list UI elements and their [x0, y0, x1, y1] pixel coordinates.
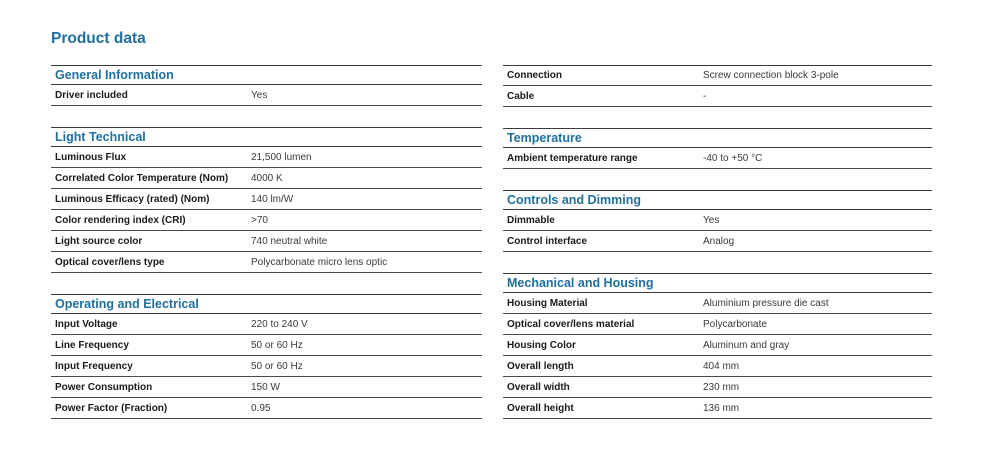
- spec-label: Housing Color: [507, 339, 576, 351]
- section-mechanical-and-housing: [503, 273, 932, 419]
- section-general-information: [51, 65, 482, 106]
- spec-row: [51, 85, 482, 106]
- spec-label: Luminous Efficacy (rated) (Nom): [55, 193, 210, 205]
- spec-row: [51, 314, 482, 335]
- spec-value: -: [703, 90, 707, 102]
- spec-label: Connection: [507, 70, 562, 81]
- spec-value: 230 mm: [703, 381, 740, 393]
- spec-value: -40 to +50 °C: [703, 152, 763, 164]
- spec-label: Power Factor (Fraction): [55, 402, 168, 414]
- spec-row: [51, 189, 482, 210]
- spec-label: Correlated Color Temperature (Nom): [55, 172, 229, 184]
- spec-label: Optical cover/lens material: [507, 318, 635, 330]
- spec-value: 50 or 60 Hz: [251, 360, 303, 372]
- section-continued: [503, 65, 932, 107]
- spec-row: [51, 356, 482, 377]
- spec-label: Light source color: [55, 235, 143, 247]
- section-heading: Controls and Dimming: [503, 190, 932, 210]
- section-heading: General Information: [51, 65, 482, 85]
- section-gap: [51, 106, 482, 127]
- spec-row: [503, 148, 932, 169]
- spec-row: [503, 398, 932, 419]
- section-light-technical: [51, 127, 482, 273]
- spec-row: [51, 252, 482, 273]
- spec-value: Analog: [703, 235, 735, 247]
- spec-row: [503, 314, 932, 335]
- spec-label: Cable: [507, 90, 535, 102]
- section-heading: Mechanical and Housing: [503, 273, 932, 293]
- section-heading: Light Technical: [51, 127, 482, 147]
- spec-value: 150 W: [251, 381, 280, 393]
- spec-row: [51, 377, 482, 398]
- spec-value: 220 to 240 V: [251, 318, 308, 330]
- spec-label: Power Consumption: [55, 381, 153, 393]
- spec-label: Control interface: [507, 235, 588, 247]
- spec-value: 4000 K: [251, 172, 283, 184]
- section-gap: [51, 273, 482, 294]
- section-heading: Temperature: [503, 128, 932, 148]
- page-title: Product data: [51, 30, 146, 47]
- spec-row: [51, 231, 482, 252]
- spec-row: [51, 210, 482, 231]
- spec-label: Input Voltage: [55, 318, 118, 330]
- spec-row: [503, 65, 932, 86]
- spec-value: Aluminum and gray: [703, 339, 790, 351]
- spec-label: Overall height: [507, 402, 574, 414]
- spec-value: 50 or 60 Hz: [251, 339, 303, 351]
- spec-value: Aluminium pressure die cast: [703, 297, 829, 309]
- spec-label: Driver included: [55, 89, 128, 101]
- section-controls-and-dimming: [503, 190, 932, 252]
- spec-row: [51, 335, 482, 356]
- spec-label: Line Frequency: [55, 339, 129, 351]
- spec-row: [503, 377, 932, 398]
- left-column: [51, 65, 482, 419]
- spec-label: Input Frequency: [55, 360, 133, 372]
- spec-value: 404 mm: [703, 360, 740, 372]
- spec-value: Yes: [251, 89, 268, 101]
- spec-row: [503, 86, 932, 107]
- section-operating-and-electrical: [51, 294, 482, 419]
- spec-value: 136 mm: [703, 402, 740, 414]
- spec-value: Screw connection block 3-pole: [703, 70, 839, 81]
- spec-value: Polycarbonate micro lens optic: [251, 256, 388, 268]
- spec-label: Housing Material: [507, 297, 588, 309]
- section-gap: [503, 169, 932, 190]
- spec-row: [503, 356, 932, 377]
- section-gap: [503, 252, 932, 273]
- spec-value: Polycarbonate: [703, 318, 767, 330]
- spec-label: Color rendering index (CRI): [55, 214, 186, 226]
- spec-row: [51, 398, 482, 419]
- spec-value: 740 neutral white: [251, 235, 328, 247]
- section-temperature: [503, 128, 932, 169]
- right-column: [503, 65, 932, 419]
- spec-label: Ambient temperature range: [507, 152, 638, 164]
- spec-value: Yes: [703, 214, 720, 226]
- spec-row: [51, 168, 482, 189]
- spec-label: Overall length: [507, 360, 574, 372]
- spec-label: Dimmable: [507, 214, 555, 226]
- spec-label: Overall width: [507, 381, 570, 393]
- spec-value: 21,500 lumen: [251, 151, 312, 163]
- spec-value: 0.95: [251, 402, 271, 414]
- spec-row: [503, 293, 932, 314]
- section-gap: [503, 107, 932, 128]
- spec-row: [503, 210, 932, 231]
- spec-label: Optical cover/lens type: [55, 256, 165, 268]
- spec-value: 140 lm/W: [251, 193, 294, 205]
- section-heading: Operating and Electrical: [51, 294, 482, 314]
- spec-row: [503, 335, 932, 356]
- spec-row: [503, 231, 932, 252]
- spec-value: >70: [251, 214, 268, 226]
- spec-row: [51, 147, 482, 168]
- spec-label: Luminous Flux: [55, 151, 127, 163]
